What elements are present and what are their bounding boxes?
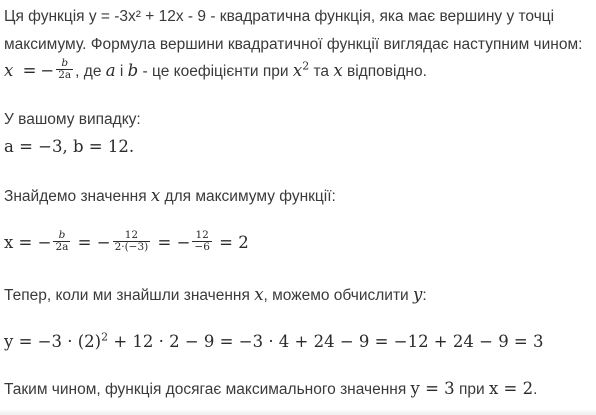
y-calc-part-2: + 12 · 2 − 9 = −3 · 4 + 24 − 9 = −12 + 24 − 9 = 3 — [108, 332, 544, 351]
intro-text-de: , де — [75, 63, 106, 80]
paragraph-compute-y — [4, 284, 427, 307]
compute-y-text: Тепер, коли ми знайшли значення — [4, 287, 255, 304]
x-calc-f1-denominator: 2a — [55, 241, 69, 253]
x-squared-base: x — [292, 61, 303, 80]
coef-b-symbol: b — [127, 61, 139, 80]
your-case-text: У вашому випадку: — [4, 111, 141, 128]
x-calc-fraction-3 — [192, 230, 211, 253]
paragraph-intro-line-2 — [4, 34, 582, 56]
conclusion-text: Таким чином, функція досягає максимального значення — [4, 381, 411, 398]
x-calc-eq-1: = − — [77, 233, 111, 252]
intro-text-end: відповідно. — [342, 63, 427, 80]
paragraph-find-x — [4, 185, 336, 208]
compute-y-text-end: : — [422, 287, 427, 304]
conclusion-text-end: . — [533, 381, 538, 398]
find-x-text: Знайдемо значення — [4, 188, 151, 205]
x-calculation — [4, 229, 249, 255]
paragraph-intro-line-1 — [4, 6, 554, 28]
x-calc-f3-numerator: 12 — [192, 230, 211, 242]
conclusion-y-value: y = 3 — [410, 379, 455, 398]
paragraph-intro-line-3 — [4, 57, 427, 83]
intro-text-and: і — [115, 63, 128, 80]
vertex-fraction — [56, 58, 73, 81]
x-calc-f3-denominator: −6 — [194, 241, 210, 253]
x-calc-fraction-1 — [53, 230, 70, 253]
vertex-fraction-numerator: b — [56, 58, 73, 70]
vertex-formula-lhs: x — [4, 61, 14, 80]
x-calc-eq-2: = − — [157, 233, 191, 252]
coefficients-values — [4, 136, 134, 158]
find-x-symbol: x — [150, 186, 161, 205]
vertex-formula-eq: = — [22, 61, 37, 80]
intro-text-1: Ця функція y = -3x² + 12x - 9 - квадратична функція, яка має вершину у точці — [4, 8, 555, 25]
intro-text-coef: - це коефіцієнти при — [138, 63, 293, 80]
y-calc-exponent: 2 — [101, 330, 109, 344]
vertex-fraction-denominator: 2a — [58, 69, 72, 81]
x-calc-result: = 2 — [219, 233, 249, 252]
x-calc-lhs: x = − — [4, 233, 52, 252]
vertex-formula-sign: − — [40, 61, 55, 80]
vertex-formula — [4, 57, 75, 81]
coef-a-symbol: a — [105, 61, 116, 80]
paragraph-your-case — [4, 109, 141, 131]
compute-y-text-mid: , можемо обчислити — [263, 287, 414, 304]
x-calc-f1-numerator: b — [53, 230, 70, 242]
intro-text-2: максимуму. Формула вершини квадратичної функції виглядає наступним чином: — [4, 36, 583, 53]
x-squared-exponent: 2 — [302, 59, 310, 73]
x-squared — [293, 61, 309, 80]
x-calc-fraction-2 — [113, 230, 151, 253]
conclusion-x-value: x = 2 — [488, 379, 534, 398]
y-calculation — [4, 331, 544, 353]
intro-text-ta: та — [309, 63, 334, 80]
x-calc-f2-denominator: 2·(−3) — [114, 241, 149, 253]
find-x-text-end: для максимуму функції: — [160, 188, 336, 205]
compute-y-y-symbol: y — [413, 285, 423, 304]
compute-y-x-symbol: x — [254, 285, 264, 304]
conclusion-text-mid: при — [454, 381, 489, 398]
paragraph-conclusion — [4, 378, 537, 401]
y-calc-part-1: y = −3 · (2) — [4, 332, 102, 351]
var-x-symbol: x — [333, 61, 343, 80]
bottom-divider — [0, 409, 596, 415]
x-calc-f2-numerator: 12 — [113, 230, 151, 242]
coefficients-values-text: a = −3, b = 12. — [4, 137, 135, 156]
